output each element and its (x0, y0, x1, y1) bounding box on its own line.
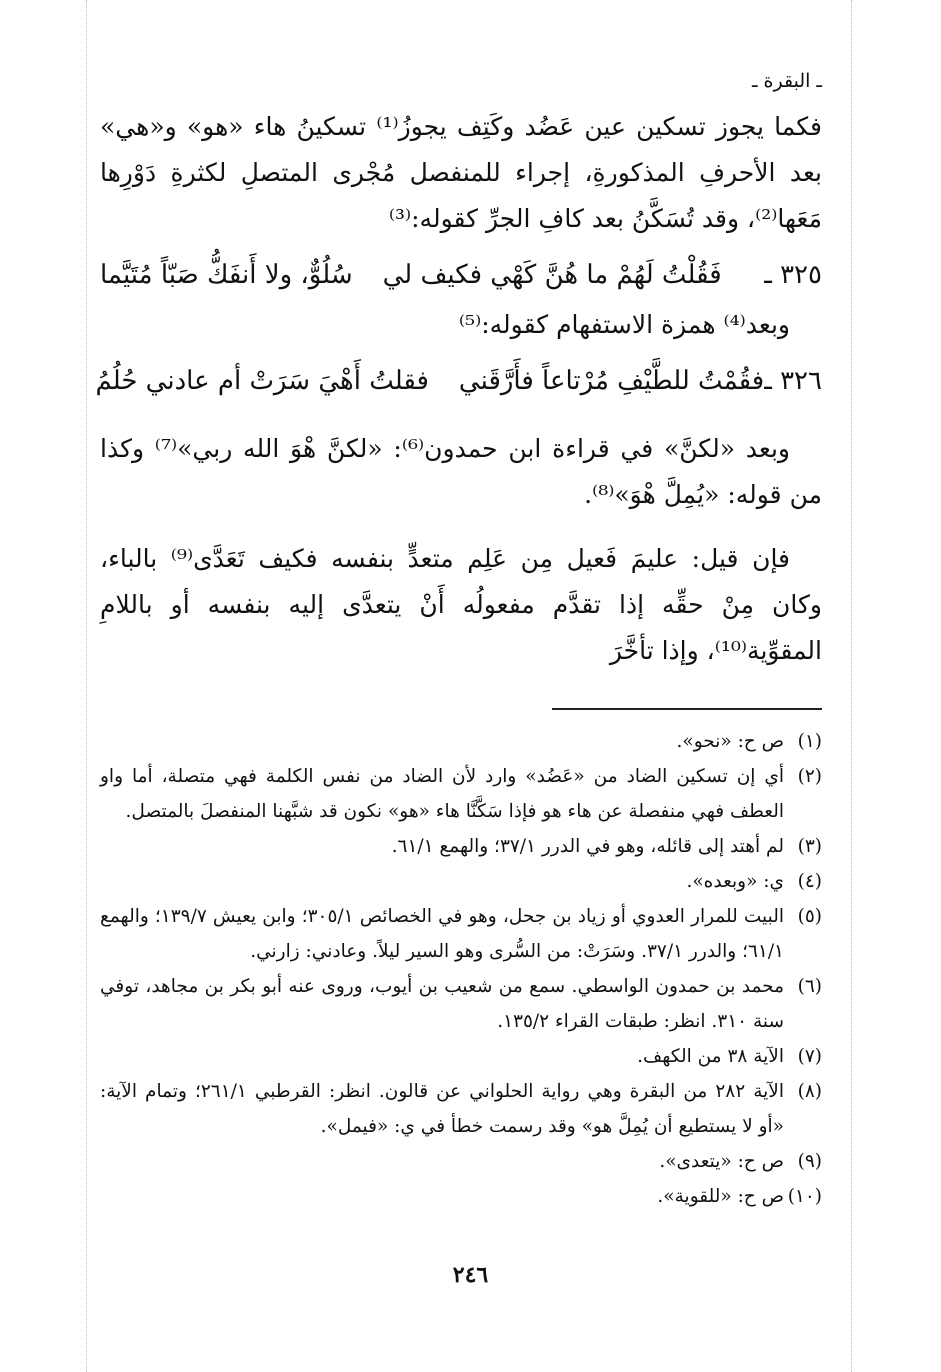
footnote-number: (١٠) (787, 1186, 822, 1207)
footnote (100, 969, 822, 1039)
footnote (100, 899, 822, 969)
footnote-text: ص ح: «يتعدى». (659, 1151, 784, 1172)
footnote-number: (٢) (797, 766, 822, 787)
footnote-text: الآية ٢٨٢ من البقرة وهي رواية الحلواني عن قالون. انظر: القرطبي ٢٦١/١؛ وتمام الآية: «أو لا يستطيع أن يُمِلَّ هو» وقد رسمت خطأ في ي: «فيمل». (100, 1081, 784, 1137)
paragraph-3: وبعد «لكنَّ» في قراءة ابن حمدون⁽⁶⁾: «لكنَّ هْوَ الله ربي»⁽⁷⁾ وكذا من قوله: «يُمِلَّ هْوَ»⁽⁸⁾. (100, 434, 822, 509)
verse-325 (100, 252, 822, 298)
footnote-text: أي إن تسكين الضاد من «عَضُد» وارد لأن الضاد من نفس الكلمة فهي متصلة، أما واو العطف فهي منفصلة عن هاء هو فإذا سَكَّنَّا هاء «هو» نكون قد شبَّهنا المنفصلَ بالمتصل. (100, 766, 784, 822)
verse-number: ٣٢٥ ـ (764, 260, 822, 290)
footnote-number: (٨) (797, 1081, 822, 1102)
footnote-text: ص ح: «نحو». (676, 731, 784, 752)
left-margin-guide (86, 0, 87, 1372)
paragraph-2: وبعد⁽⁴⁾ همزة الاستفهام كقوله:⁽⁵⁾ (458, 310, 790, 339)
footnote-number: (٥) (797, 906, 822, 927)
page-number: ٢٤٦ (452, 1262, 489, 1288)
footnote-text: الآية ٣٨ من الكهف. (637, 1046, 784, 1067)
footnote-text: ي: «وبعده». (686, 871, 784, 892)
footnote (100, 1144, 822, 1179)
footnote-number: (٣) (797, 836, 822, 857)
running-header: ـ البقرة ـ (751, 70, 822, 92)
paragraph-1: فكما يجوز تسكين عين عَضُد وكَتِف يجوزُ⁽¹⁾ تسكينُ هاء «هو» و«هي» بعد الأحرفِ المذكورةِ، إجراء للمنفصل مُجْرى المتصلِ لكثرةِ دَوْرِها مَعَها⁽²⁾، وقد تُسَكَّنُ بعد كافِ الجرِّ كقوله:⁽³⁾ (100, 112, 822, 233)
footnote-separator (552, 708, 822, 710)
book-page (95, 60, 822, 1214)
footnote-number: (٩) (797, 1151, 822, 1172)
footnote (100, 759, 822, 829)
footnote (100, 829, 822, 864)
footnote (100, 1039, 822, 1074)
verse-326 (95, 358, 822, 404)
footnote (100, 864, 822, 899)
verse-hemistich-second: سُلُوٌّ، ولا أَنفَكُّ صَبّاً مُتَيَّما (100, 260, 353, 290)
spacer (100, 408, 822, 426)
footnote (100, 1179, 822, 1214)
footnotes (100, 724, 822, 1214)
verse-number: ٣٢٦ ـ (764, 366, 822, 396)
spacer (100, 518, 822, 536)
footnote (100, 724, 822, 759)
footnote-number: (٧) (797, 1046, 822, 1067)
footnote-number: (١) (797, 731, 822, 752)
footnote-text: محمد بن حمدون الواسطي. سمع من شعيب بن أيوب، وروى عنه أبو بكر بن مجاهد، توفي سنة ٣١٠. انظر: طبقات القراء ١٣٥/٢. (100, 976, 784, 1032)
footnote-text: ص ح: «للقوية». (657, 1186, 784, 1207)
footnote-text: لم أهتد إلى قائله، وهو في الدرر ٣٧/١؛ والهمع ٦١/١. (391, 836, 784, 857)
verse-hemistich-first: فقُمْتُ للطَّيْفِ مُرْتاعاً فأَرَّقَني (458, 366, 765, 396)
footnote (100, 1074, 822, 1144)
verse-hemistich-second: فقلتُ أَهْيَ سَرَتْ أم عادني حُلُمُ (95, 366, 429, 396)
paragraph-4: فإن قيل: عليمَ فَعيل مِن عَلِم متعدٍّ بنفسه فكيف تَعَدَّى⁽⁹⁾ بالباء، وكان مِنْ حقِّه إذا تقدَّم مفعولُه أَنْ يتعدَّى إليه بنفسه أو باللامِ المقوِّية⁽¹⁰⁾، وإذا تأخَّرَ (100, 544, 822, 665)
right-margin-guide (851, 0, 852, 1372)
footnote-number: (٤) (797, 871, 822, 892)
verse-hemistich-first: فَقُلْتُ لَهُمْ ما هُنَّ كَهْي فكيف لي (382, 260, 722, 290)
footnote-number: (٦) (797, 976, 822, 997)
footnote-text: البيت للمرار العدوي أو زياد بن جحل، وهو في الخصائص ٣٠٥/١؛ وابن يعيش ١٣٩/٧؛ والهمع ٦١/١؛ والدرر ٣٧/١. وسَرَتْ: من السُّرى وهو السير ليلاً. وعادني: زارني. (100, 906, 784, 962)
